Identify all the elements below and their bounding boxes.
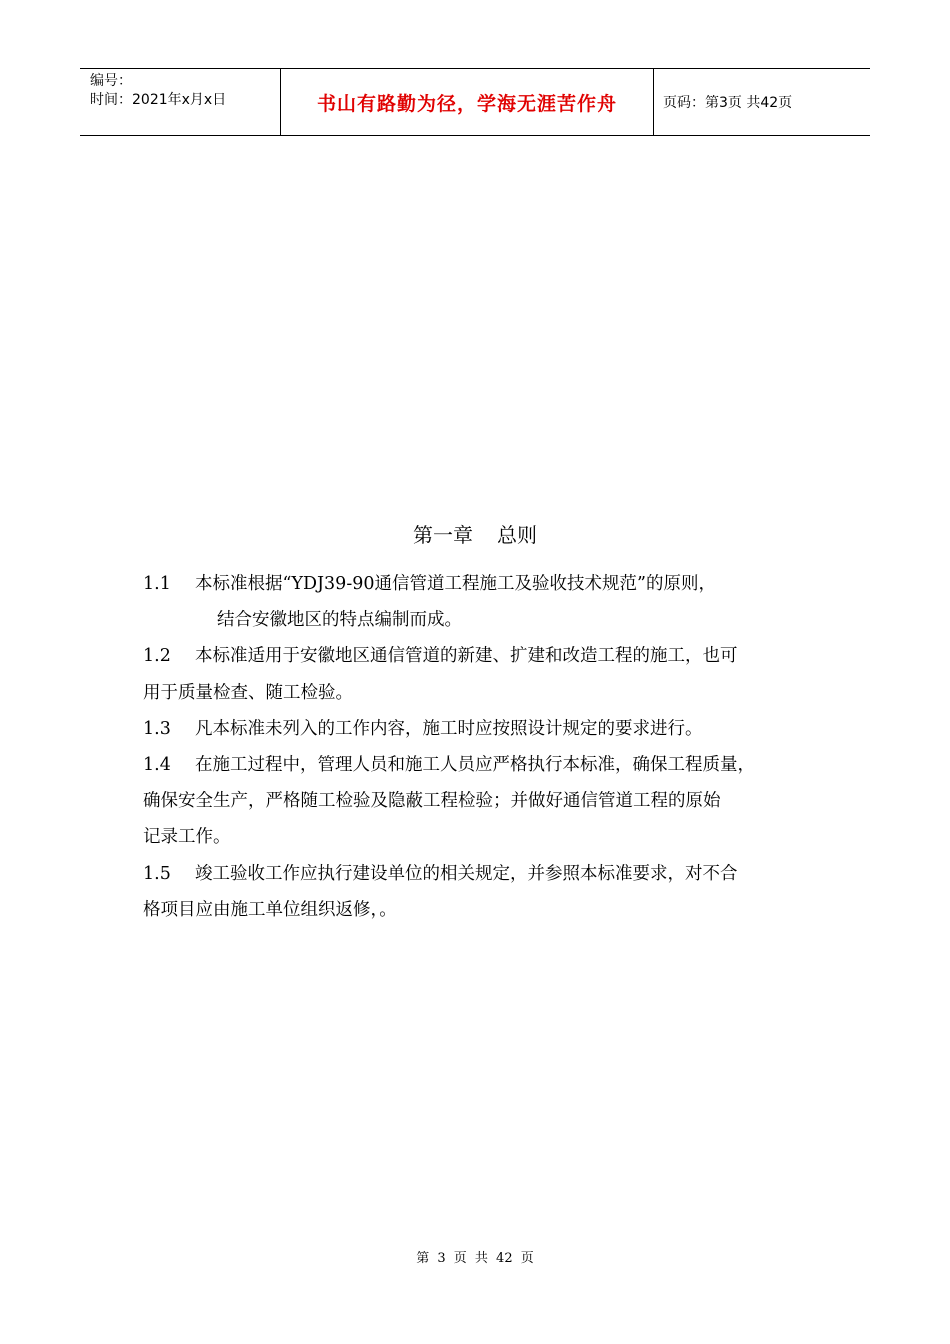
section-text: 本标准适用于安徽地区通信管道的新建、扩建和改造工程的施工，也可 [195, 646, 738, 667]
section-text: 本标准根据“YDJ39-90通信管道工程施工及验收技术规范”的原则， [195, 574, 716, 594]
section-number: 1.4 [143, 755, 171, 776]
document-body [143, 566, 823, 928]
section-number: 1.2 [143, 646, 171, 667]
header-motto: 书山有路勤为径，学海无涯苦作舟 [281, 69, 654, 135]
section-1-5 [143, 856, 823, 928]
header-meta [80, 69, 281, 135]
section-1-4 [143, 747, 823, 856]
document-date: 时间：2021年x月x日 [90, 92, 227, 108]
page-footer: 第 3 页 共 42 页 [416, 1251, 534, 1266]
chapter-name: 总则 [497, 523, 537, 547]
section-number: 1.1 [143, 574, 171, 594]
section-1-3 [143, 711, 823, 747]
section-continuation: 确保安全生产，严格随工检验及隐蔽工程检验；并做好通信管道工程的原始 [143, 791, 721, 812]
section-text: 在施工过程中，管理人员和施工人员应严格执行本标准，确保工程质量， [195, 755, 755, 776]
section-continuation: 格项目应由施工单位组织返修，。 [143, 899, 397, 920]
document-number-label: 编号： [90, 73, 132, 89]
section-text: 凡本标准未列入的工作内容，施工时应按照设计规定的要求进行。 [195, 718, 703, 739]
section-text: 竣工验收工作应执行建设单位的相关规定，并参照本标准要求，对不合 [195, 863, 738, 884]
section-number: 1.3 [143, 718, 171, 739]
section-continuation: 用于质量检查、随工检验。 [143, 682, 353, 703]
section-continuation: 结合安徽地区的特点编制而成。 [217, 610, 462, 631]
header-page-info: 页码：第3页 共42页 [663, 95, 793, 111]
section-1-1 [143, 566, 823, 638]
section-number: 1.5 [143, 863, 171, 884]
chapter-number: 第一章 [413, 523, 473, 547]
section-1-2 [143, 638, 823, 710]
chapter-heading [0, 519, 950, 548]
section-continuation: 记录工作。 [143, 827, 231, 848]
document-header [80, 68, 870, 136]
